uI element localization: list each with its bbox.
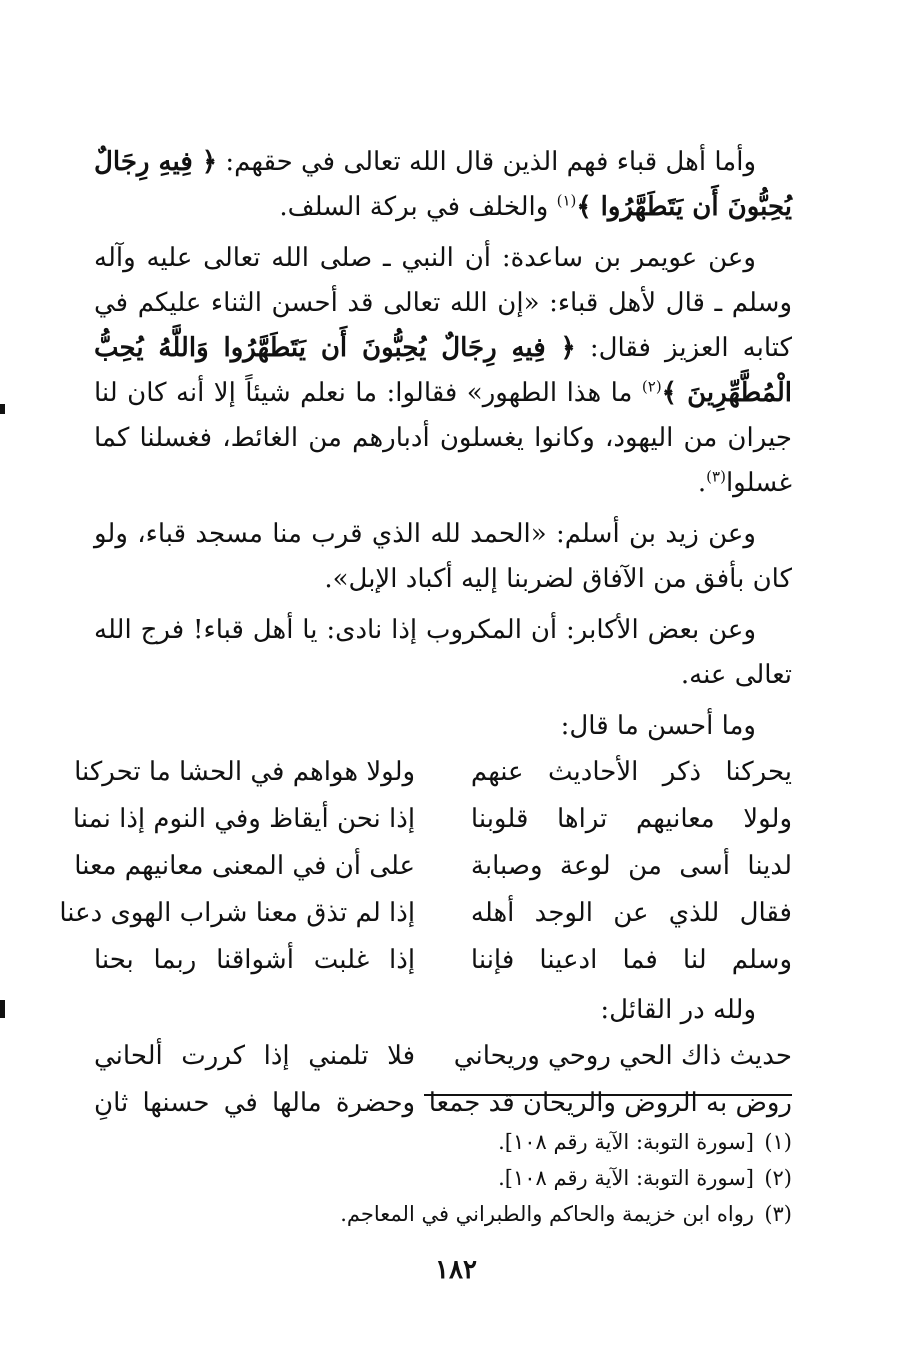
scan-edge-mark — [0, 1000, 5, 1018]
text: والخلف في بركة السلف. — [279, 192, 557, 222]
poem-hemistich-right: حديث ذاك الحي روحي وريحاني — [453, 1041, 792, 1071]
poem-hemistich-left: إذا غلبت أشواقنا ربما بحنا — [94, 945, 416, 975]
poem-intro-2: ولله در القائل: — [600, 995, 756, 1025]
paragraph-3 — [94, 512, 792, 602]
poem-1 — [59, 749, 792, 984]
poem-line — [94, 1080, 792, 1127]
footnote-number: (٣) — [764, 1202, 792, 1226]
poem-hemistich-right: فقال للذي عن الوجد أهله — [470, 898, 792, 928]
text: وعن بعض الأكابر: أن المكروب إذا نادى: يا أهل قباء! فرج الله تعالى عنه. — [94, 615, 792, 690]
quran-verse: ﴿ فِيهِ رِجَالٌ يُحِبُّونَ أَن يَتَطَهَّرُوا وَاللَّهُ يُحِبُّ الْمُطَّهِّرِينَ ﴾ — [94, 333, 792, 408]
poem-hemistich-left: فلا تلمني إذا كررت ألحاني — [94, 1041, 416, 1071]
footnote — [94, 1124, 792, 1160]
poem-hemistich-left: إذا نحن أيقاظ وفي النوم إذا نمنا — [72, 804, 416, 834]
poem-hemistich-left: وحضرة مالها في حسنها ثانِ — [94, 1088, 416, 1118]
poem-hemistich-left: على أن في المعنى معانيهم معنا — [74, 851, 416, 881]
page-number: ١٨٢ — [435, 1255, 477, 1285]
paragraph-4 — [94, 608, 792, 698]
footnote-ref: (١) — [556, 191, 577, 210]
poem-line — [74, 843, 792, 890]
poem-hemistich-right: لدينا أسى من لوعة وصبابة — [470, 851, 792, 881]
poem-line — [72, 796, 792, 843]
footnote-divider — [424, 1094, 792, 1096]
footnote-text: [سورة التوبة: الآية رقم ١٠٨]. — [498, 1130, 754, 1154]
poem-hemistich-right: روض به الروض والريحان قد جمعا — [428, 1088, 792, 1118]
scan-edge-mark — [0, 404, 5, 414]
footnote-text: [سورة التوبة: الآية رقم ١٠٨]. — [498, 1166, 754, 1190]
footnote — [94, 1196, 792, 1232]
text: وعن زيد بن أسلم: «الحمد لله الذي قرب منا مسجد قباء، ولو كان بأفق من الآفاق لضربنا إليه أكباد الإبل». — [94, 519, 792, 594]
text: . — [697, 468, 707, 498]
footnote-number: (٢) — [764, 1166, 792, 1190]
paragraph-1 — [94, 140, 792, 230]
footnote-ref: (٣) — [706, 467, 726, 486]
poem-hemistich-left: إذا لم تذق معنا شراب الهوى دعنا — [59, 898, 416, 928]
poem-line — [94, 1033, 792, 1080]
poem-hemistich-right: ولولا معانيهم تراها قلوبنا — [470, 804, 792, 834]
poem-2 — [94, 1033, 792, 1127]
text: ما هذا الطهور» فقالوا: ما نعلم شيئاً إلا أنه كان لنا جيران من اليهود، وكانوا يغسلون أدبارهم من الغائط، فغسلنا كما غسلوا — [94, 378, 792, 498]
poem-hemistich-left: ولولا هواهم في الحشا ما تحركنا — [74, 757, 416, 787]
footnote-text: رواه ابن خزيمة والحاكم والطبراني في المعاجم. — [340, 1202, 754, 1226]
footnote-ref: (٢) — [641, 377, 662, 396]
paragraph-2 — [94, 236, 792, 506]
text: وعن عويمر بن ساعدة: أن النبي ـ صلى الله تعالى عليه وآله وسلم ـ قال لأهل قباء: «إن الله تعالى قد أحسن الثناء عليكم في كتابه العزيز فقال: — [94, 243, 792, 363]
poem-intro-1: وما أحسن ما قال: — [560, 711, 756, 741]
poem-line — [59, 890, 792, 937]
text: وأما أهل قباء فهم الذين قال الله تعالى في حقهم: — [217, 147, 756, 177]
footnote — [94, 1160, 792, 1196]
footnotes — [94, 1124, 792, 1232]
poem-hemistich-right: يحركنا ذكر الأحاديث عنهم — [470, 757, 792, 787]
poem-hemistich-right: وسلم لنا فما ادعينا فإننا — [470, 945, 792, 975]
footnote-number: (١) — [764, 1130, 792, 1154]
poem-line — [74, 749, 792, 796]
quran-verse: ﴿ فِيهِ رِجَالٌ يُحِبُّونَ أَن يَتَطَهَّرُوا ﴾ — [94, 147, 792, 222]
poem-line — [94, 937, 792, 984]
